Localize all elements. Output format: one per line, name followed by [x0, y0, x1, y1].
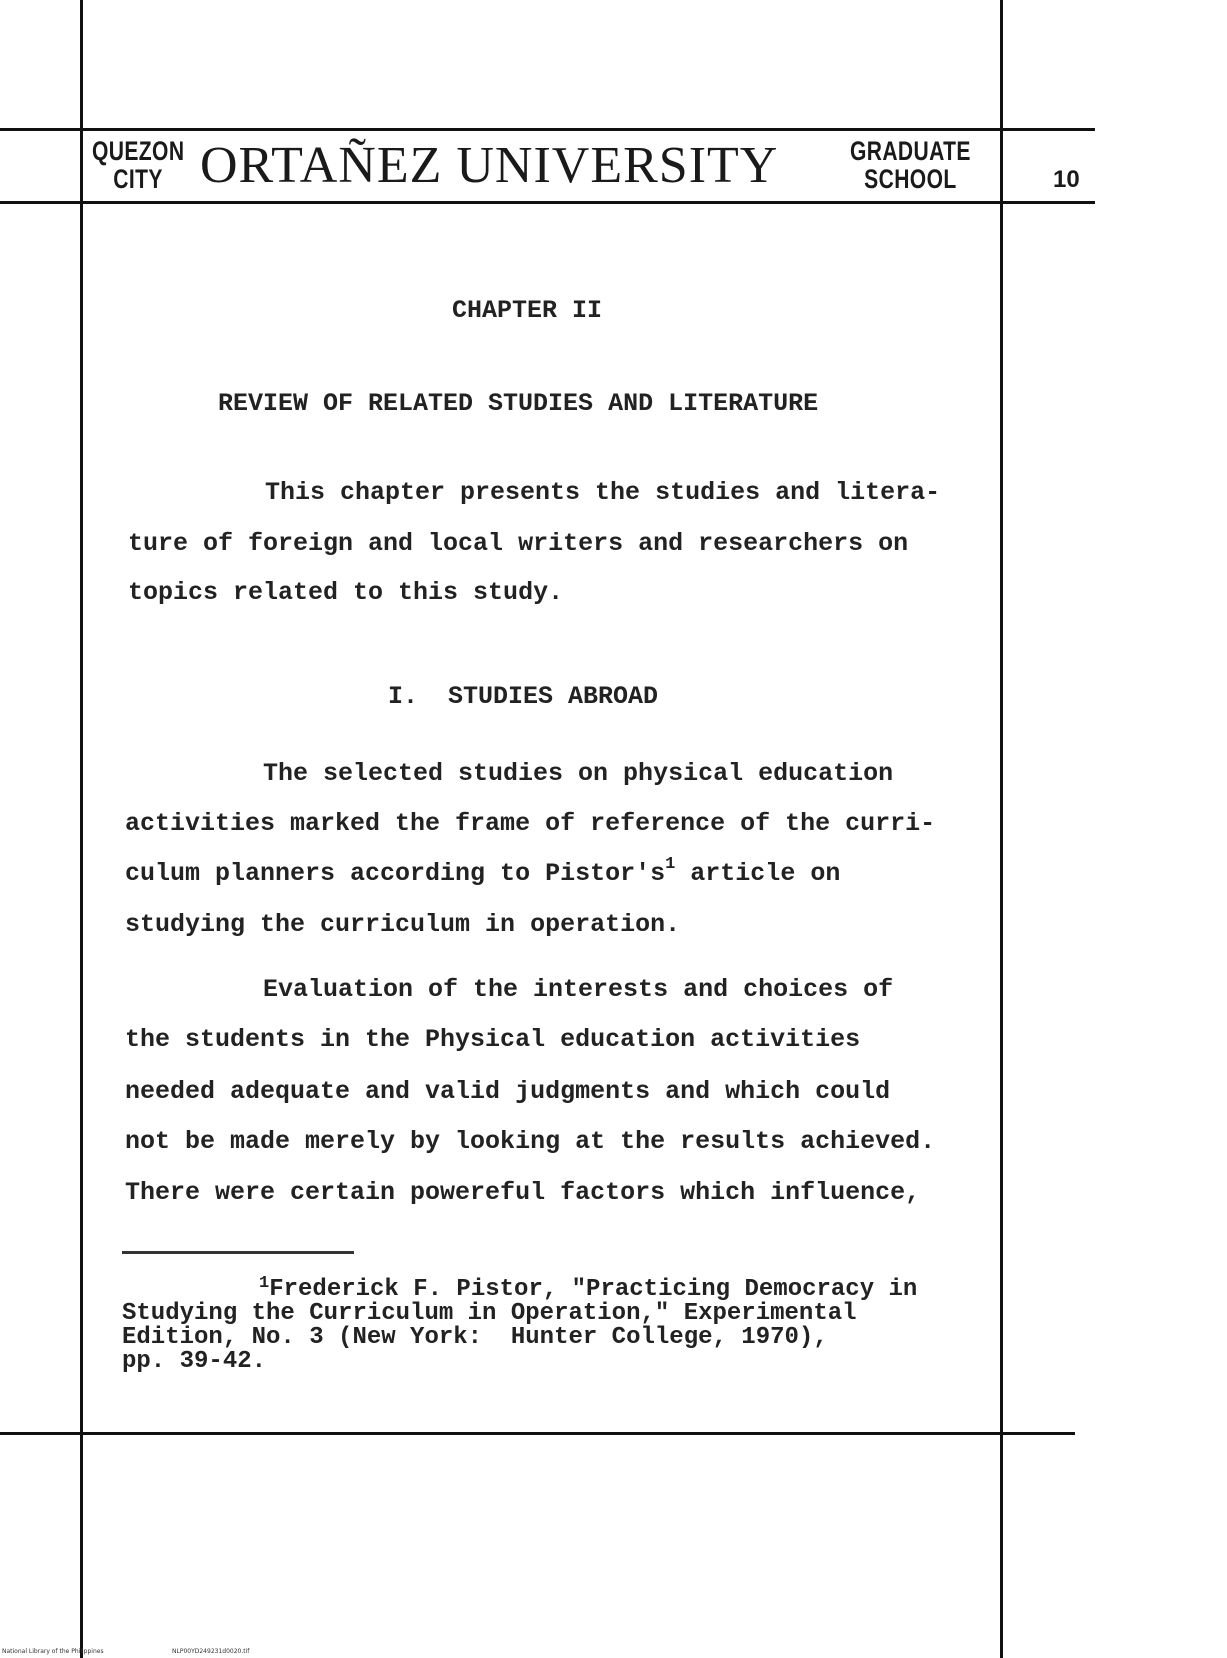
header-location	[92, 137, 184, 193]
header-top-rule	[0, 128, 1095, 131]
para2-line-1: Evaluation of the interests and choices of	[263, 975, 894, 1004]
frame-right-rule	[1000, 0, 1003, 1658]
scan-caption-right: NLP00YD249231d0020.tif	[172, 1648, 250, 1655]
header-location-line1: QUEZON	[92, 136, 185, 166]
footnote-separator	[122, 1251, 354, 1254]
para1-line-4: studying the curriculum in operation.	[125, 910, 681, 939]
footer-rule	[0, 1432, 1075, 1435]
para1-line-3	[125, 855, 841, 888]
university-name: ORTAÑEZ UNIVERSITY	[200, 137, 779, 194]
para2-line-5: There were certain powereful factors which influence,	[125, 1178, 921, 1207]
intro-line-2: ture of foreign and local writers and researchers on	[128, 529, 909, 558]
page-number: 10	[1053, 166, 1080, 193]
header-bottom-rule	[0, 201, 1095, 204]
footnote-line-4: pp. 39-42.	[122, 1348, 267, 1375]
footnote-reference: 1	[665, 855, 676, 874]
footnote-line-1	[122, 1274, 918, 1303]
para1-line-3-text: culum planners according to Pistor's	[125, 859, 666, 888]
footnote	[122, 1274, 918, 1375]
para2-line-2: the students in the Physical education activities	[125, 1025, 861, 1054]
frame-left-rule	[80, 0, 83, 1658]
footnote-line-3: Edition, No. 3 (New York: Hunter College, 1970),	[122, 1324, 828, 1351]
section-heading: I. STUDIES ABROAD	[388, 682, 659, 711]
para2-line-4: not be made merely by looking at the results achieved.	[125, 1127, 936, 1156]
header-location-line2: CITY	[113, 164, 163, 194]
para1-line-2: activities marked the frame of reference of the curri-	[125, 809, 936, 838]
para1-line-3-tail: article on	[675, 859, 841, 888]
chapter-title: REVIEW OF RELATED STUDIES AND LITERATURE	[218, 389, 819, 418]
chapter-label: CHAPTER II	[452, 296, 603, 325]
footnote-line-2: Studying the Curriculum in Operation," Experimental	[122, 1300, 857, 1327]
para1-line-1: The selected studies on physical education	[263, 759, 894, 788]
footnote-marker: 1	[259, 1274, 270, 1293]
footnote-line-1-text: Frederick F. Pistor, "Practicing Democracy in	[269, 1276, 918, 1303]
scan-caption-left: National Library of the Philippines	[2, 1648, 104, 1655]
header-school	[848, 137, 973, 193]
para2-line-3: needed adequate and valid judgments and which could	[125, 1077, 891, 1106]
header-school-line1: GRADUATE	[849, 136, 971, 166]
intro-line-3: topics related to this study.	[128, 578, 564, 607]
header-school-line2: SCHOOL	[864, 164, 957, 194]
intro-line-1: This chapter presents the studies and litera-	[265, 478, 941, 507]
